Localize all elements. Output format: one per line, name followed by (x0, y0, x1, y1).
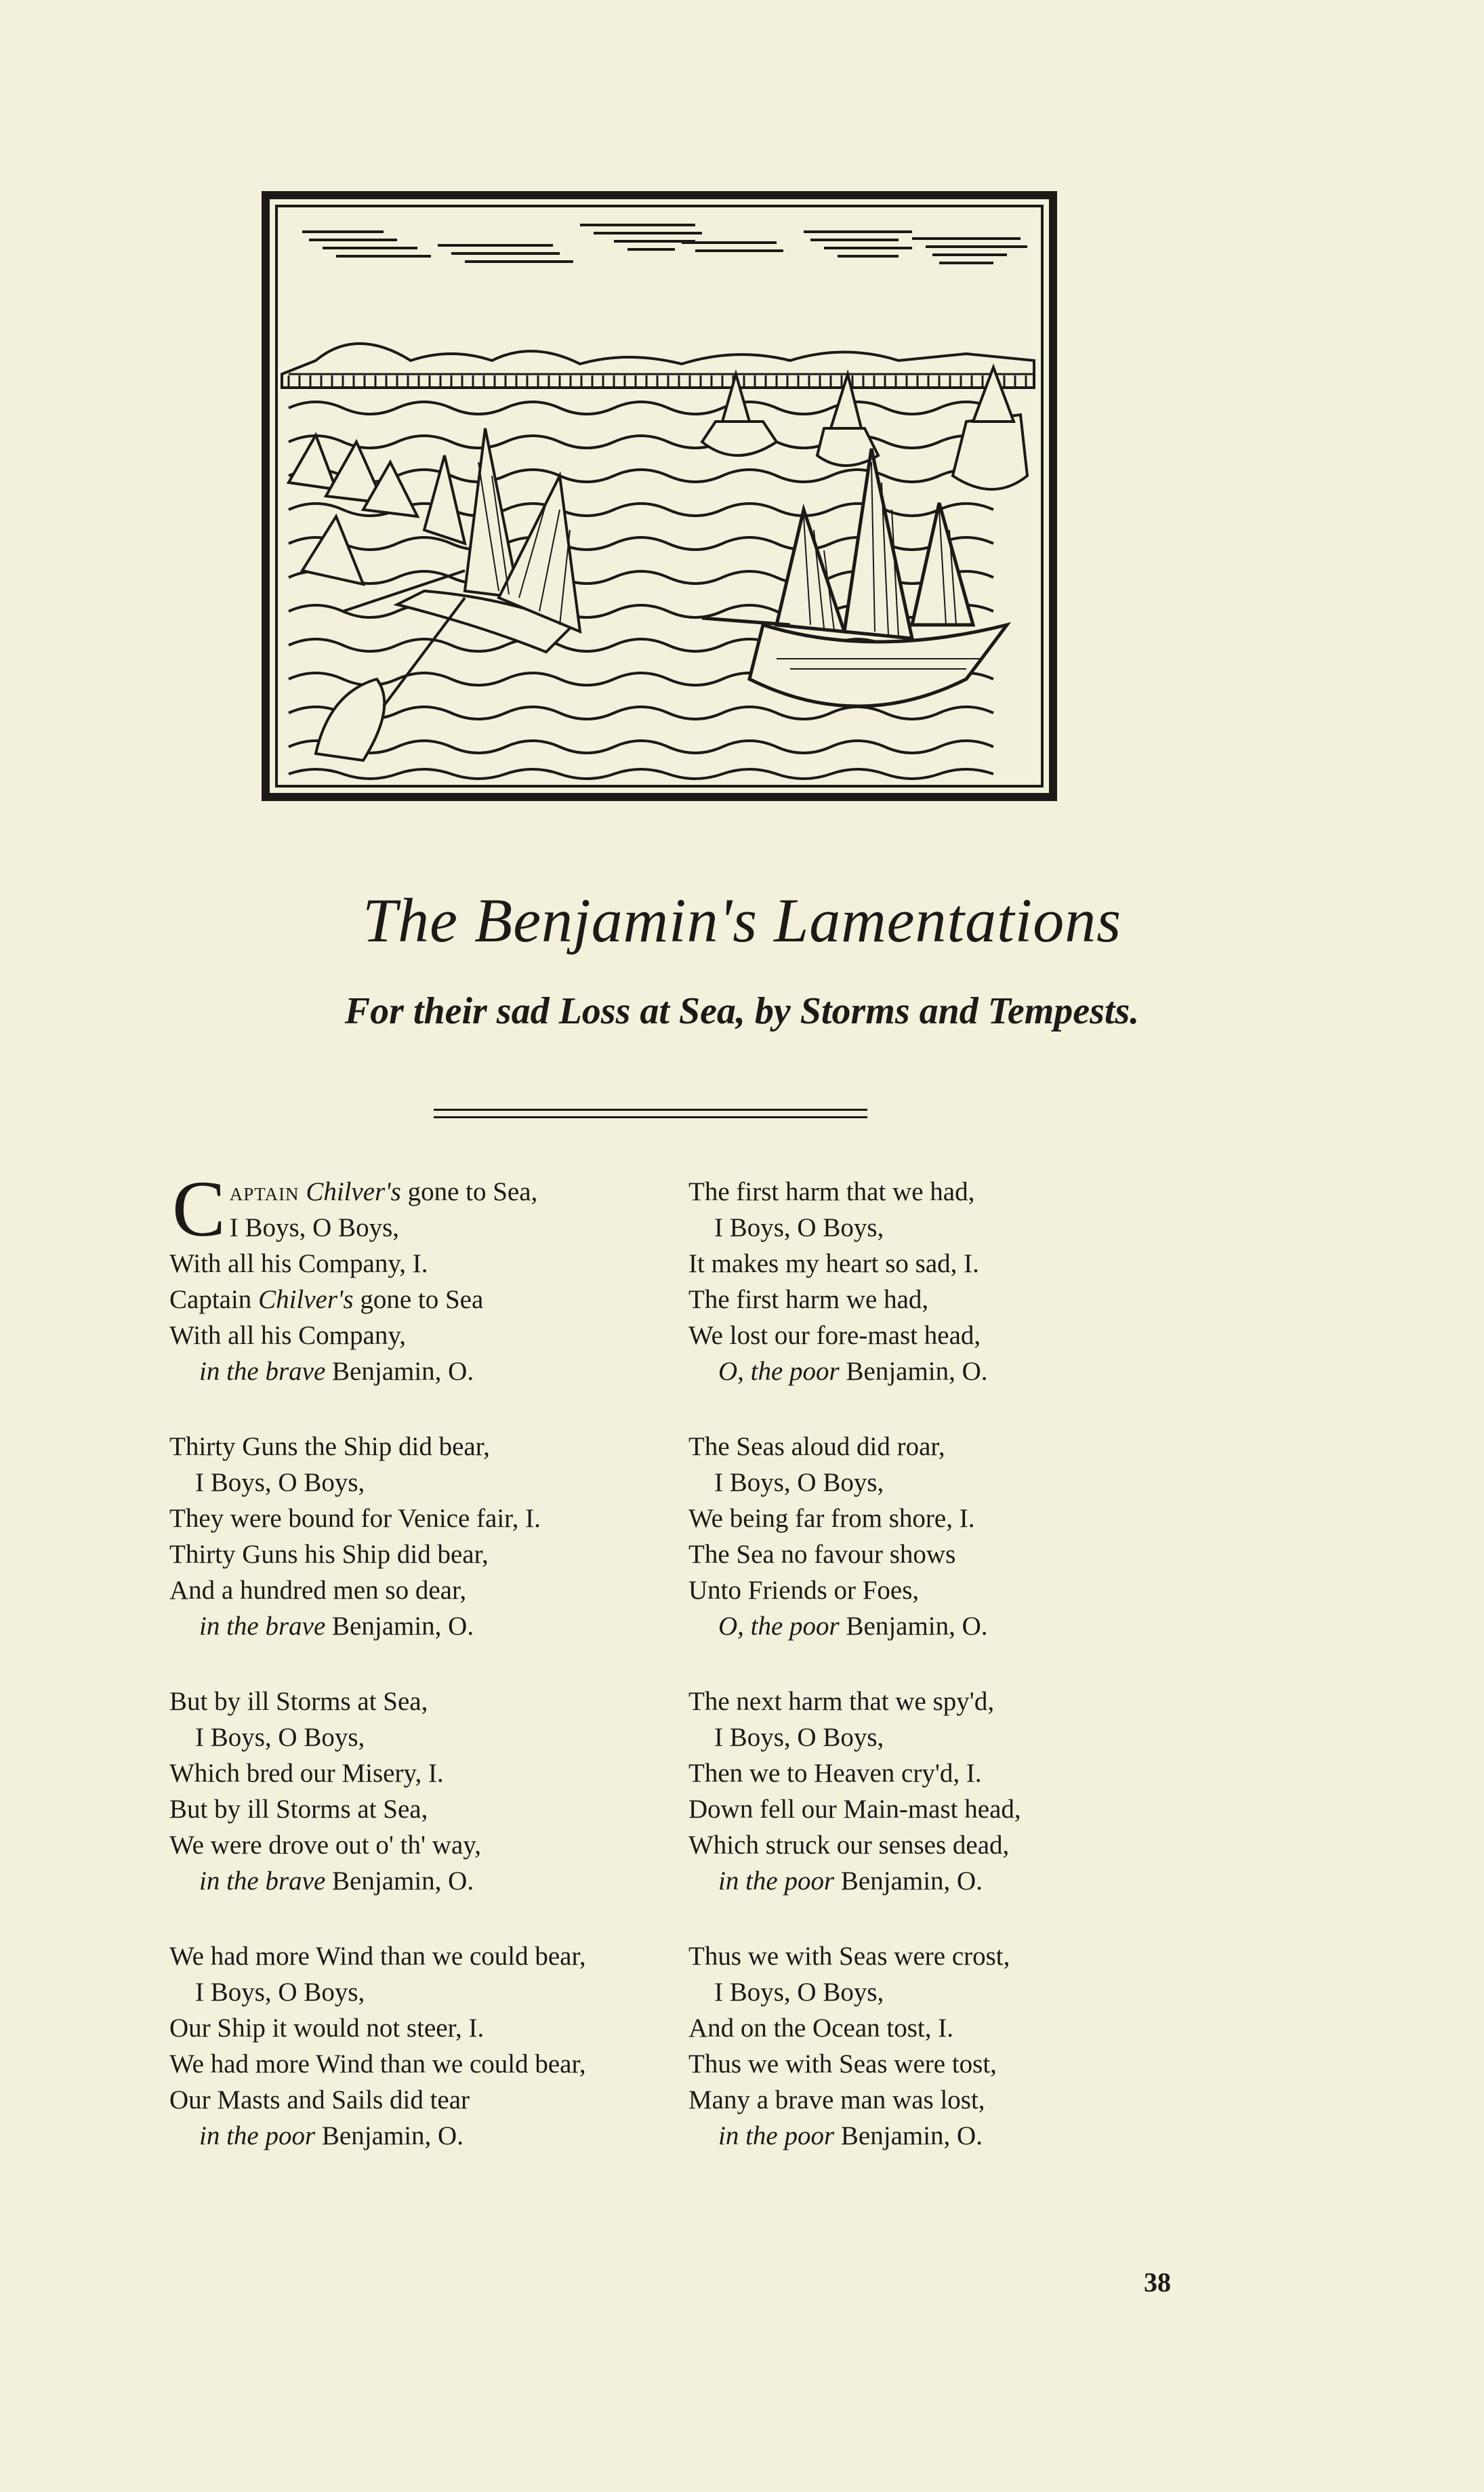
refrain-line: O, the poor Benjamin, O. (718, 1357, 988, 1386)
verse-line: It makes my heart so sad, I. (688, 1249, 979, 1278)
verse-line: I Boys, O Boys, (229, 1213, 400, 1242)
verse-line: We being far from shore, I. (688, 1504, 975, 1533)
refrain-line: in the poor Benjamin, O. (718, 2121, 983, 2150)
poem-title: The Benjamin's Lamentations (363, 886, 1121, 955)
verse-line: With all his Company, (169, 1321, 407, 1350)
double-rule-divider (434, 1109, 867, 1118)
verse-line: I Boys, O Boys, (195, 1468, 365, 1497)
verse-line: I Boys, O Boys, (195, 1978, 365, 2007)
verse-line: I Boys, O Boys, (195, 1723, 365, 1752)
refrain-line: in the brave Benjamin, O. (199, 1612, 474, 1641)
ships-in-storm-image (262, 191, 1057, 801)
verse-line: And a hundred men so dear, (169, 1576, 467, 1605)
verse-line: Many a brave man was lost, (688, 2085, 985, 2115)
verse-line: I Boys, O Boys, (714, 1468, 884, 1497)
stanza-6 (688, 1429, 1203, 1644)
left-column (169, 1164, 684, 2193)
verse-line: Thus we with Seas were tost, (688, 2049, 997, 2079)
right-column (688, 1174, 1203, 2193)
verse-line: But by ill Storms at Sea, (169, 1795, 428, 1824)
verse-line: Then we to Heaven cry'd, I. (688, 1759, 982, 1788)
refrain-line: in the poor Benjamin, O. (199, 2121, 463, 2150)
verse-line: I Boys, O Boys, (714, 1978, 884, 2007)
refrain-line: in the poor Benjamin, O. (718, 1866, 983, 1896)
verse-line: We had more Wind than we could bear, (169, 2049, 586, 2079)
verse-line: And on the Ocean tost, I. (688, 2014, 953, 2043)
verse-line: The first harm that we had, (688, 1177, 975, 1206)
refrain-line: O, the poor Benjamin, O. (718, 1612, 988, 1641)
stanza-2 (169, 1429, 684, 1644)
page-number: 38 (1144, 2267, 1171, 2297)
verse-line: Thus we with Seas were crost, (688, 1942, 1010, 1971)
verse-line: Our Ship it would not steer, I. (169, 2014, 485, 2043)
verse-line: The Seas aloud did roar, (688, 1432, 945, 1461)
verse-line: I Boys, O Boys, (714, 1213, 884, 1242)
verse-line: The Sea no favour shows (688, 1540, 956, 1569)
verse-line: The first harm we had, (688, 1285, 929, 1314)
verse-line: Which bred our Misery, I. (169, 1759, 444, 1788)
stanza-1 (169, 1164, 684, 1389)
verse-line: I Boys, O Boys, (714, 1723, 884, 1752)
refrain-line: in the brave Benjamin, O. (199, 1866, 474, 1896)
woodcut-illustration (262, 191, 1057, 801)
poem-subtitle: For their sad Loss at Sea, by Storms and Tempests. (344, 990, 1140, 1032)
stanza-3 (169, 1683, 684, 1899)
stanza-7 (688, 1683, 1203, 1899)
verse-line: Which struck our senses dead, (688, 1831, 1010, 1860)
verse-line: aptain Chilver's gone to Sea, (229, 1177, 538, 1206)
verse-line: Thirty Guns the Ship did bear, (169, 1432, 490, 1461)
verse-line: We had more Wind than we could bear, (169, 1942, 586, 1971)
verse-line: Unto Friends or Foes, (688, 1576, 920, 1605)
verse-line: Captain Chilver's gone to Sea (169, 1285, 484, 1314)
verse-line: They were bound for Venice fair, I. (169, 1504, 541, 1533)
verse-line: But by ill Storms at Sea, (169, 1687, 428, 1716)
verse-line: Thirty Guns his Ship did bear, (169, 1540, 489, 1569)
refrain-line: in the brave Benjamin, O. (199, 1357, 474, 1386)
verse-line: We were drove out o' th' way, (169, 1831, 481, 1860)
verse-line: The next harm that we spy'd, (688, 1687, 995, 1716)
verse-line: With all his Company, I. (169, 1249, 428, 1278)
drop-cap: C (172, 1164, 226, 1253)
stanza-8 (688, 1938, 1203, 2154)
verse-line: We lost our fore-mast head, (688, 1321, 981, 1350)
stanza-5 (688, 1174, 1203, 1389)
stanza-4 (169, 1938, 684, 2154)
verse-line: Our Masts and Sails did tear (169, 2085, 470, 2115)
verse-line: Down fell our Main-mast head, (688, 1795, 1021, 1824)
